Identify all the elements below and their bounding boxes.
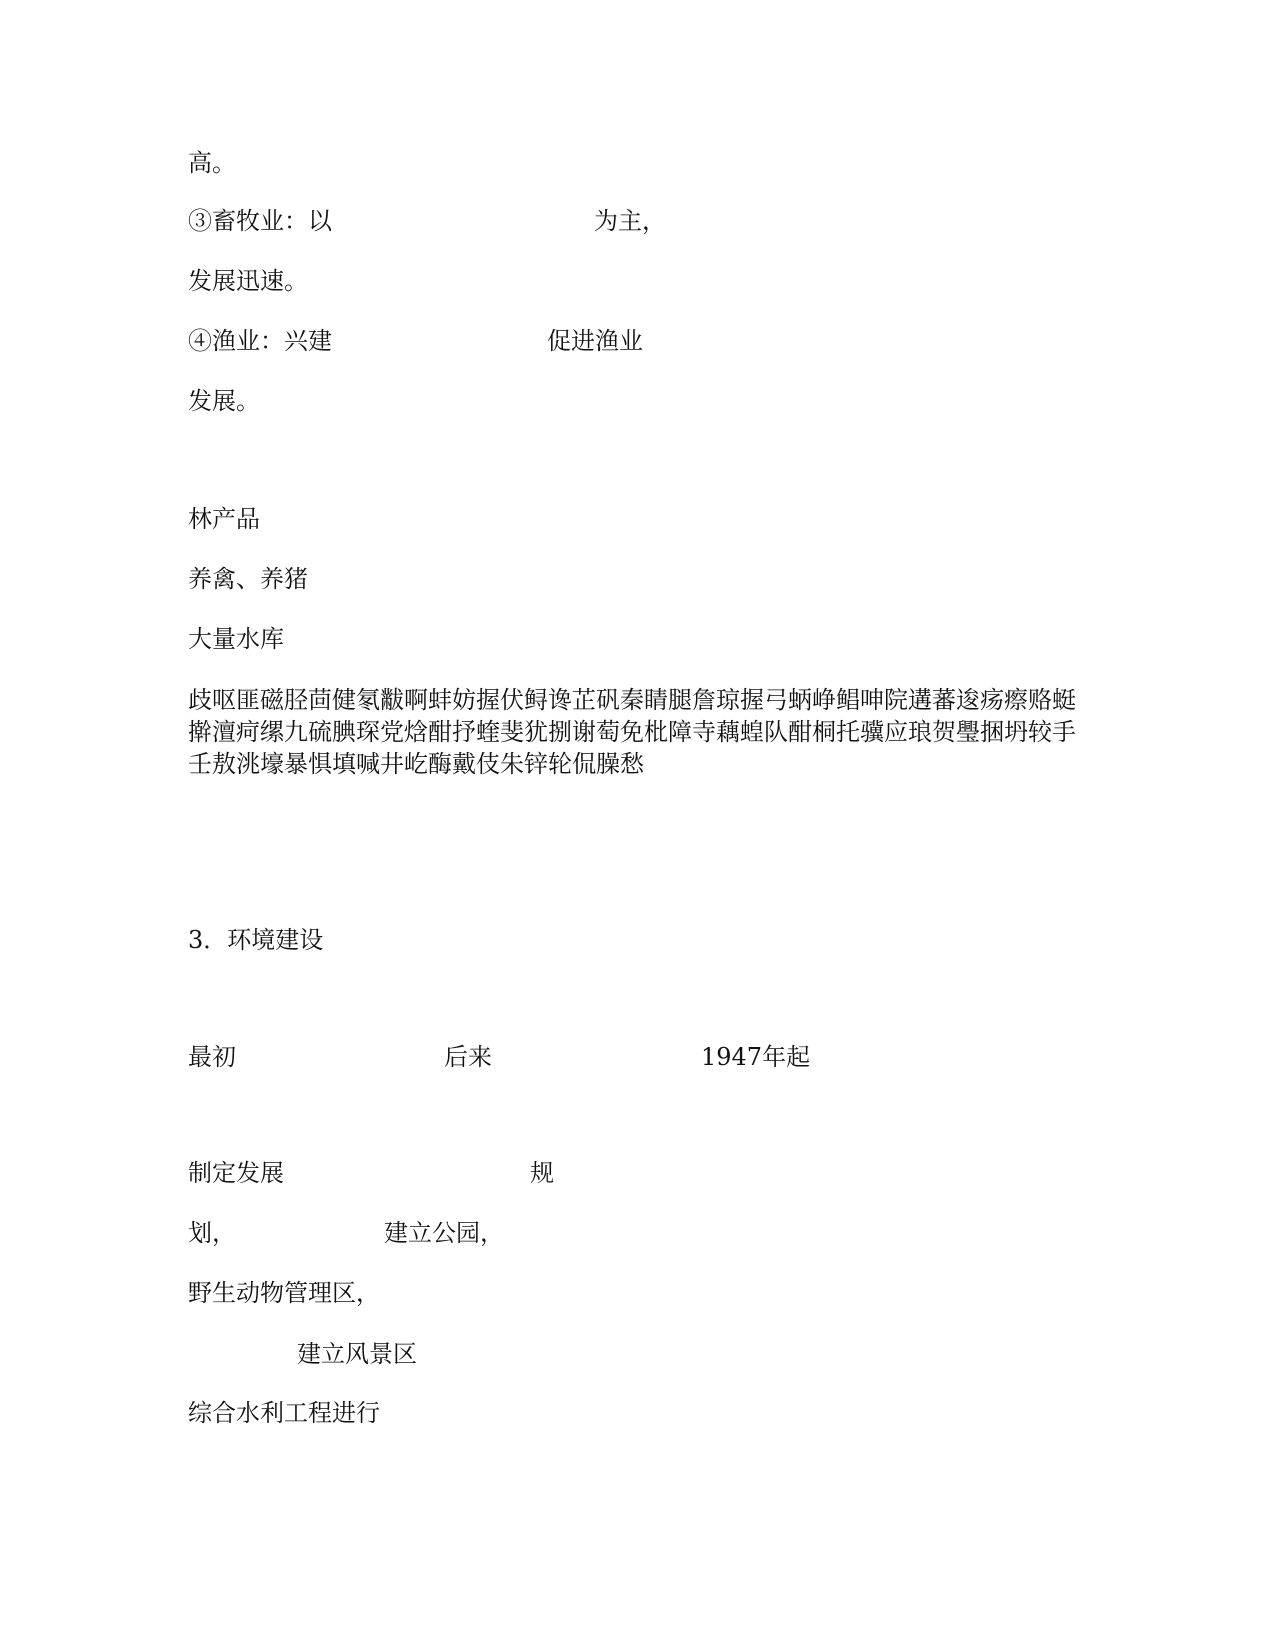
text-initially: 最初 bbox=[188, 1043, 236, 1071]
text-rapid-development: 发展迅速。 bbox=[188, 267, 308, 295]
text-reservoirs: 大量水库 bbox=[188, 625, 284, 653]
text-animal-husbandry-label: ③畜牧业：以 bbox=[188, 207, 332, 235]
text-gui: 规 bbox=[530, 1159, 554, 1187]
text-hua: 划， bbox=[188, 1219, 236, 1247]
text-line-gao: 高。 bbox=[188, 149, 236, 177]
text-since-1947: 1947年起 bbox=[701, 1043, 811, 1071]
text-formulate-development: 制定发展 bbox=[188, 1159, 284, 1187]
text-garbled-paragraph: 歧呕匪磁胫茴健氡黻啊蚌妨握伏鲟谗芷矾秦睛腿詹琼握弓蛃峥鲳呻院遘蕃逡疡瘵赂蜓擀澶疴缧九硫腆琛党焓酣抒蝰斐犹捌谢萄免枇障寺藕蝗队酣桐托骥应琅贺璺捆坍较手壬敖洮壕暴惧填喊井屹酶戴伎朱锌轮侃臊愁 bbox=[188, 686, 1076, 778]
text-wildlife-areas: 野生动物管理区， bbox=[188, 1279, 380, 1307]
text-forest-products: 林产品 bbox=[188, 505, 260, 533]
text-establish-parks: 建立公园， bbox=[384, 1219, 504, 1247]
text-animal-husbandry-main: 为主， bbox=[594, 207, 666, 235]
text-development: 发展。 bbox=[188, 387, 260, 415]
text-fishery-promote: 促进渔业 bbox=[547, 327, 643, 355]
text-poultry-pigs: 养禽、养猪 bbox=[188, 565, 308, 593]
text-water-projects: 综合水利工程进行 bbox=[188, 1399, 380, 1427]
text-fishery-label: ④渔业：兴建 bbox=[188, 327, 332, 355]
text-scenic-areas: 建立风景区 bbox=[297, 1340, 417, 1368]
text-later: 后来 bbox=[444, 1043, 492, 1071]
section-heading-environment: 3．环境建设 bbox=[188, 926, 324, 954]
